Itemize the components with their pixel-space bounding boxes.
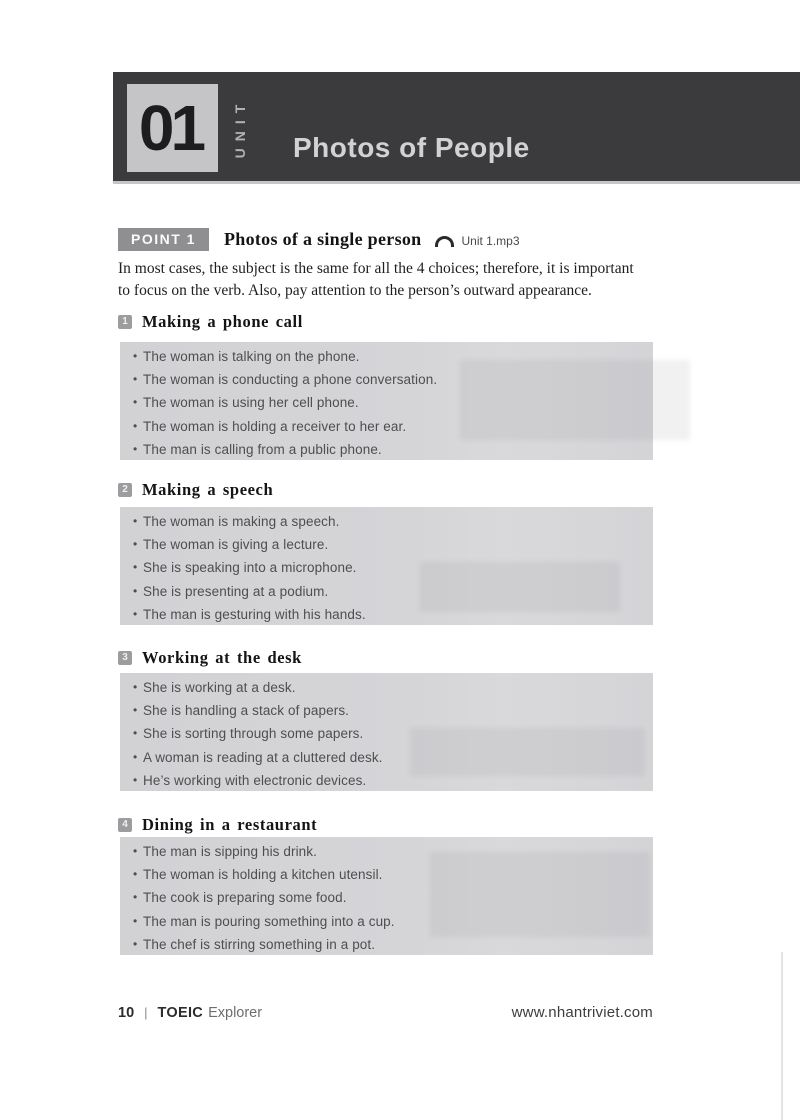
unit-vertical-label: UNIT <box>232 97 248 159</box>
phrase-item: • The man is sipping his drink. <box>120 840 653 863</box>
section-heading-1 <box>118 312 303 332</box>
publisher-website: www.nhantriviet.com <box>511 1004 653 1021</box>
phrase-item: • The woman is giving a lecture. <box>120 533 653 556</box>
phrase-item: • She is speaking into a microphone. <box>120 556 653 579</box>
section-title: Making a phone call <box>142 312 303 331</box>
headphones-icon <box>435 236 454 247</box>
phrase-item: • She is sorting through some papers. <box>120 722 653 745</box>
point-title: Photos of a single person <box>223 229 422 249</box>
header-shadow-line <box>113 181 800 184</box>
unit-number: 01 <box>138 92 203 164</box>
phrase-box-2 <box>120 507 653 625</box>
section-number-icon: 4 <box>118 818 132 832</box>
phrase-item: • The woman is holding a kitchen utensil. <box>120 863 653 886</box>
phrase-item: • The man is pouring something into a cup. <box>120 910 653 933</box>
intro-line: to focus on the verb. Also, pay attention to the person’s outward appearance. <box>118 281 592 299</box>
section-number-icon: 1 <box>118 315 132 329</box>
section-heading-4 <box>118 815 317 835</box>
phrase-item: • The man is gesturing with his hands. <box>120 603 653 626</box>
phrase-item: • The man is calling from a public phone. <box>120 438 653 461</box>
section-heading-2 <box>118 480 273 500</box>
phrase-item: • The chef is stirring something in a pot. <box>120 933 653 956</box>
phrase-item: • The woman is using her cell phone. <box>120 391 653 414</box>
phrase-item: • The woman is holding a receiver to her ear. <box>120 415 653 438</box>
phrase-item: • She is handling a stack of papers. <box>120 699 653 722</box>
phrase-item: • The woman is making a speech. <box>120 510 653 533</box>
section-title: Working at the desk <box>142 648 302 667</box>
section-number-icon: 2 <box>118 483 132 497</box>
point-heading-row <box>118 228 520 251</box>
phrase-list <box>120 673 653 792</box>
intro-paragraph <box>118 258 678 301</box>
footer-separator: | <box>144 1005 148 1020</box>
phrase-item: • The cook is preparing some food. <box>120 886 653 909</box>
unit-header-bar <box>113 72 800 181</box>
phrase-box-3 <box>120 673 653 791</box>
section-number-icon: 3 <box>118 651 132 665</box>
audio-file-label: Unit 1.mp3 <box>461 233 520 248</box>
phrase-list <box>120 507 653 626</box>
phrase-item: • A woman is reading at a cluttered desk. <box>120 746 653 769</box>
footer-left <box>118 1005 262 1021</box>
phrase-item: • The woman is conducting a phone conversation. <box>120 368 653 391</box>
phrase-box-4 <box>120 837 653 955</box>
phrase-item: • She is working at a desk. <box>120 676 653 699</box>
unit-title: Photos of People <box>293 132 530 163</box>
unit-number-box <box>127 84 218 172</box>
section-title: Making a speech <box>142 480 274 499</box>
phrase-item: • She is presenting at a podium. <box>120 580 653 603</box>
section-heading-3 <box>118 648 302 668</box>
phrase-item: • The woman is talking on the phone. <box>120 345 653 368</box>
phrase-box-1 <box>120 342 653 460</box>
point-badge: POINT 1 <box>118 228 209 251</box>
page-number: 10 <box>118 1005 135 1021</box>
book-title-bold: TOEIC <box>157 1005 204 1021</box>
scan-page-edge-line <box>781 952 783 1120</box>
intro-line: In most cases, the subject is the same for all the 4 choices; therefore, it is important <box>118 260 634 277</box>
section-title: Dining in a restaurant <box>142 815 318 834</box>
phrase-item: • He’s working with electronic devices. <box>120 769 653 792</box>
phrase-list <box>120 837 653 956</box>
book-title-regular: Explorer <box>208 1005 263 1021</box>
phrase-list <box>120 342 653 461</box>
